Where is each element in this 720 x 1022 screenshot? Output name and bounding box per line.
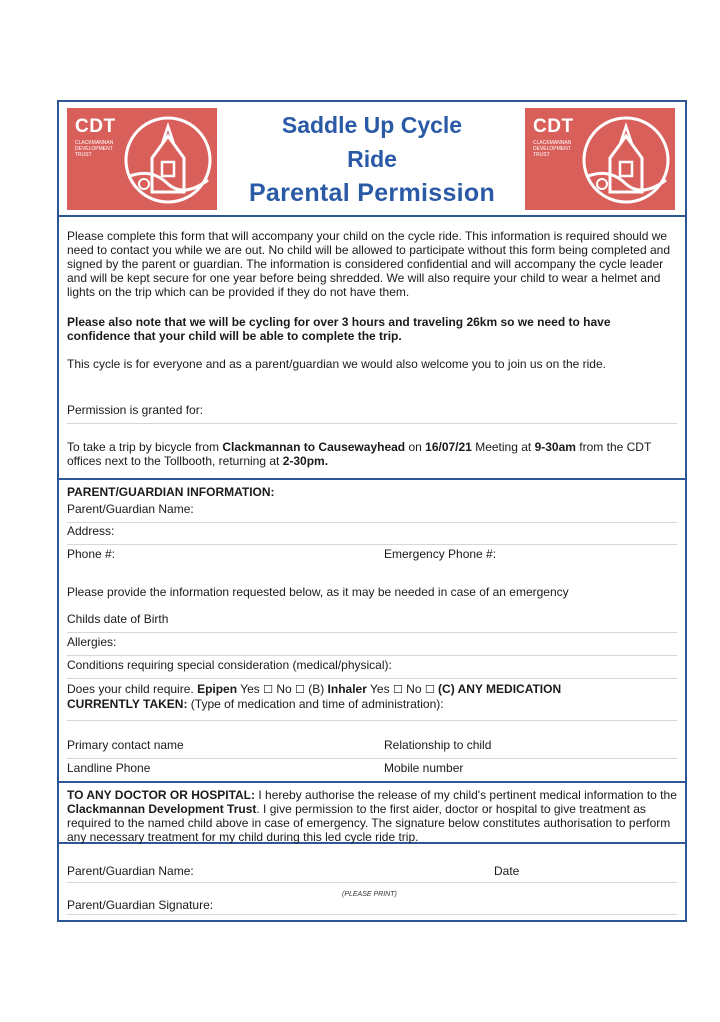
signature-section [59,846,685,920]
form-title [219,108,525,210]
primary-contact-label[interactable]: Primary contact name [67,738,184,752]
logo-brand: CDT [75,116,116,137]
intro-paragraph: Please complete this form that will accompany your child on the cycle ride. This information is required should we need to contact you while we are out. No child will be allowed to participate without this form being completed and signed by the parent or guardian. The information is considered confidential and will accompany the cycle leader and will be kept secure for one year before being shredded. We will also require your child to wear a helmet and lights on the trip which can be provided if they do not have them. [67,229,671,299]
medication-question: Does your child require. Epipen Yes ☐ No ☐ (B) Inhaler Yes ☐ No ☐ (C) ANY MEDICATION CURRENTLY TAKEN: (Type of medication and time of administration): [67,682,562,711]
signature-label: Parent/Guardian Signature: [67,898,214,912]
epipen-yes-checkbox[interactable]: ☐ [263,683,273,696]
logo-brand: CDT [533,116,574,137]
permission-label: Permission is granted for: [67,403,204,417]
title-line-2: Ride [347,146,397,172]
form-header [59,102,685,217]
allergies-label: Allergies: [67,635,117,649]
cdt-logo-right [525,108,675,210]
allergies-field[interactable] [67,635,677,656]
date-label[interactable]: Date [494,864,520,878]
cdt-logo-left [67,108,217,210]
phone-label[interactable]: Phone #: [67,547,116,561]
emergency-instructions: Please provide the information requested below, as it may be needed in case of an emergency [67,585,569,599]
tollbooth-icon [122,114,214,206]
conditions-field[interactable] [67,658,677,679]
sign-name-row [67,862,677,883]
mobile-label[interactable]: Mobile number [384,761,464,775]
permission-field[interactable] [67,403,677,424]
emergency-phone-label[interactable]: Emergency Phone #: [384,547,497,561]
inhaler-no-checkbox[interactable]: ☐ [424,683,435,696]
title-line-3: Parental Permission [248,179,496,207]
sign-name-label[interactable]: Parent/Guardian Name: [67,864,194,878]
address-field[interactable] [67,524,677,545]
signature-field[interactable] [67,898,677,915]
landline-label[interactable]: Landline Phone [67,761,151,775]
trip-details: To take a trip by bicycle from Clackmannan to Causewayhead on 16/07/21 Meeting at 9-30am from the CDT offices next to the Tollbooth, returning at 2-30pm. [67,440,652,468]
inhaler-yes-checkbox[interactable]: ☐ [392,683,403,696]
welcome-note: This cycle is for everyone and as a parent/guardian we would also welcome you to join us on the ride. [67,357,606,371]
tollbooth-icon [580,114,672,206]
relationship-label[interactable]: Relationship to child [384,738,492,752]
phone-row [67,547,677,567]
logo-subtitle: CLACKMANNAN DEVELOPMENT TRUST [533,140,572,158]
parent-info-section [59,482,685,783]
intro-section [59,217,685,480]
epipen-no-checkbox[interactable]: ☐ [295,683,305,696]
landline-row [67,761,677,781]
cycling-notice: Please also note that we will be cycling for over 3 hours and traveling 26km so we need to have confidence that your child will be able to complete the trip. [67,315,611,343]
print-note: (PLEASE PRINT) [342,891,397,898]
parent-name-label: Parent/Guardian Name: [67,502,194,516]
logo-subtitle: CLACKMANNAN DEVELOPMENT TRUST [75,140,114,158]
authorisation-text: TO ANY DOCTOR OR HOSPITAL: I hereby authorise the release of my child's pertinent medical information to the Clackmannan Development Trust. I give permission to the first aider, doctor or hospital to give treatment as required to the named child above in case of emergency. The signature below constitutes authorisation to perform any necessary treatment for my child during this led cycle ride trip. [67,788,677,844]
primary-contact-row [67,738,677,759]
permission-form [57,100,687,922]
title-line-1: Saddle Up Cycle [281,112,463,138]
authorisation-section [59,785,685,844]
parent-info-heading: PARENT/GUARDIAN INFORMATION: [67,485,275,499]
conditions-label: Conditions requiring special consideration (medical/physical): [67,658,392,672]
address-label: Address: [67,524,115,538]
medication-field[interactable] [67,712,677,721]
dob-field[interactable] [67,612,677,633]
dob-label: Childs date of Birth [67,612,169,626]
parent-name-field[interactable] [67,502,677,523]
